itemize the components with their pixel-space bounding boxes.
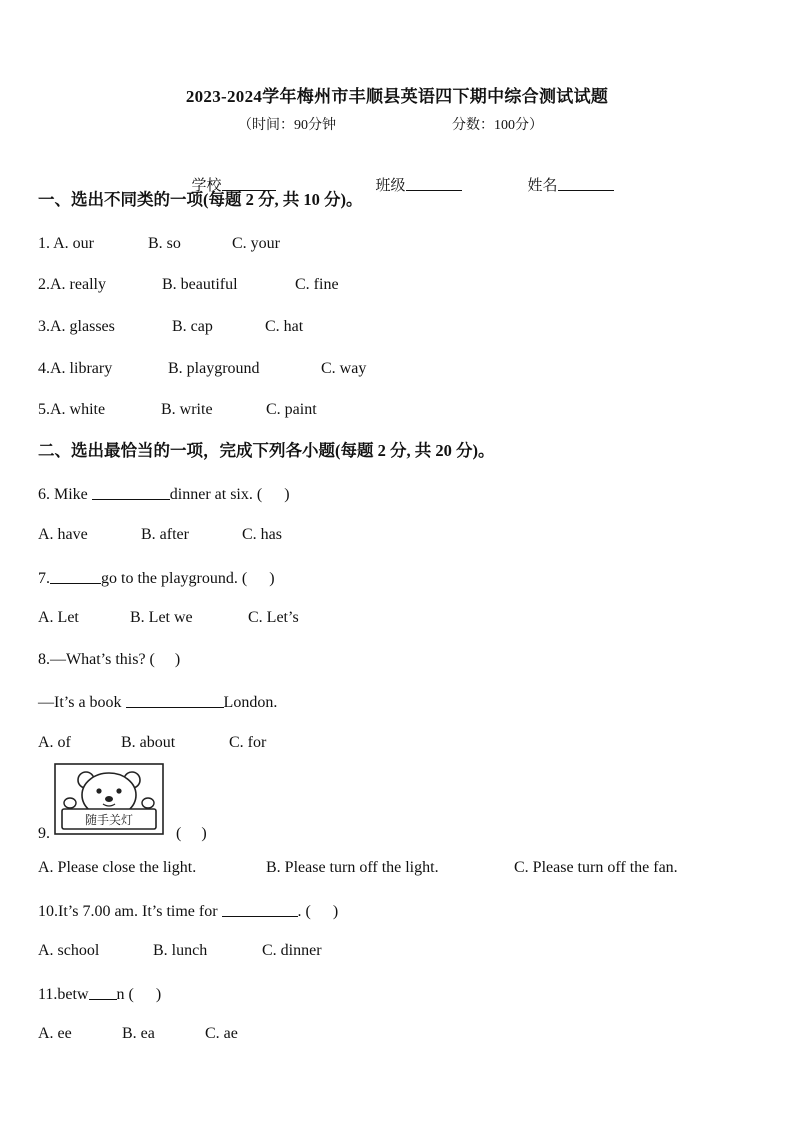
q10-option-c[interactable]: C. dinner [262,942,322,959]
exam-time: （时间：90分钟 [238,118,336,133]
q3-option-c[interactable]: C. hat [265,318,304,335]
sign-label: 随手关灯 [84,813,134,827]
question-5: 5.A. white [38,401,106,418]
section1-heading: 一、选出不同类的一项(每题 2 分, 共 10 分)。 [38,190,363,209]
q4-option-b[interactable]: B. playground [168,360,260,377]
q9-option-a[interactable]: A. Please close the light. [38,859,197,876]
q2-option-b[interactable]: B. beautiful [162,276,238,293]
class-blank[interactable] [406,176,462,191]
q5-option-b[interactable]: B. write [161,401,213,418]
name-blank[interactable] [558,176,614,191]
exam-score: 分数：100分） [452,118,543,133]
q6-blank[interactable] [92,485,170,500]
q9-option-b[interactable]: B. Please turn off the light. [266,859,439,876]
question-4: 4.A. library [38,360,113,377]
turn-off-light-sign-image [54,763,164,835]
q8-option-c[interactable]: C. for [229,734,267,751]
q6-option-c[interactable]: C. has [242,526,282,543]
q1-option-c[interactable]: C. your [232,235,280,252]
class-field [368,161,462,194]
question-8: 8.—What’s this? ( ) [38,651,181,668]
question-2: 2.A. really [38,276,106,293]
question-8-line2: —It’s a book London. [38,694,278,711]
q11-blank[interactable] [89,985,117,1000]
q9-option-c[interactable]: C. Please turn off the fan. [514,859,678,876]
question-6: 6. Mike dinner at six. ( ) [38,486,290,503]
q7-blank[interactable] [50,569,101,584]
school-label: 学校 [191,178,222,194]
question-3: 3.A. glasses [38,318,115,335]
name-field [520,161,614,194]
name-label: 姓名 [527,178,558,194]
q6-option-a[interactable]: A. have [38,526,88,543]
q10-option-b[interactable]: B. lunch [153,942,208,959]
q4-option-c[interactable]: C. way [321,360,367,377]
q5-option-c[interactable]: C. paint [266,401,317,418]
question-7: 7. go to the playground. ( ) [38,570,275,587]
q11-option-b[interactable]: B. ea [122,1025,155,1042]
q11-option-c[interactable]: C. ae [205,1025,238,1042]
q10-blank[interactable] [222,902,298,917]
q11-option-a[interactable]: A. ee [38,1025,72,1042]
q2-option-c[interactable]: C. fine [295,276,339,293]
school-blank[interactable] [222,176,276,191]
q7-option-a[interactable]: A. Let [38,609,79,626]
question-11: 11.betw n ( ) [38,986,162,1003]
q7-option-c[interactable]: C. Let’s [248,609,299,626]
q8-blank[interactable] [126,693,224,708]
question-9-paren: ( ) [176,825,207,842]
q7-option-b[interactable]: B. Let we [130,609,193,626]
q10-option-a[interactable]: A. school [38,942,100,959]
question-10: 10.It’s 7.00 am. It’s time for . ( ) [38,903,339,920]
section2-heading: 二、选出最恰当的一项，完成下列各小题(每题 2 分, 共 20 分)。 [38,441,495,460]
q8-option-a[interactable]: A. of [38,734,71,751]
q8-option-b[interactable]: B. about [121,734,176,751]
q6-option-b[interactable]: B. after [141,526,189,543]
page-title: 2023-2024学年梅州市丰顺县英语四下期中综合测试试题 [185,87,609,106]
question-9-number: 9. [38,825,50,842]
question-1: 1. A. our [38,235,95,252]
q1-option-b[interactable]: B. so [148,235,181,252]
class-label: 班级 [375,178,406,194]
q3-option-b[interactable]: B. cap [172,318,213,335]
